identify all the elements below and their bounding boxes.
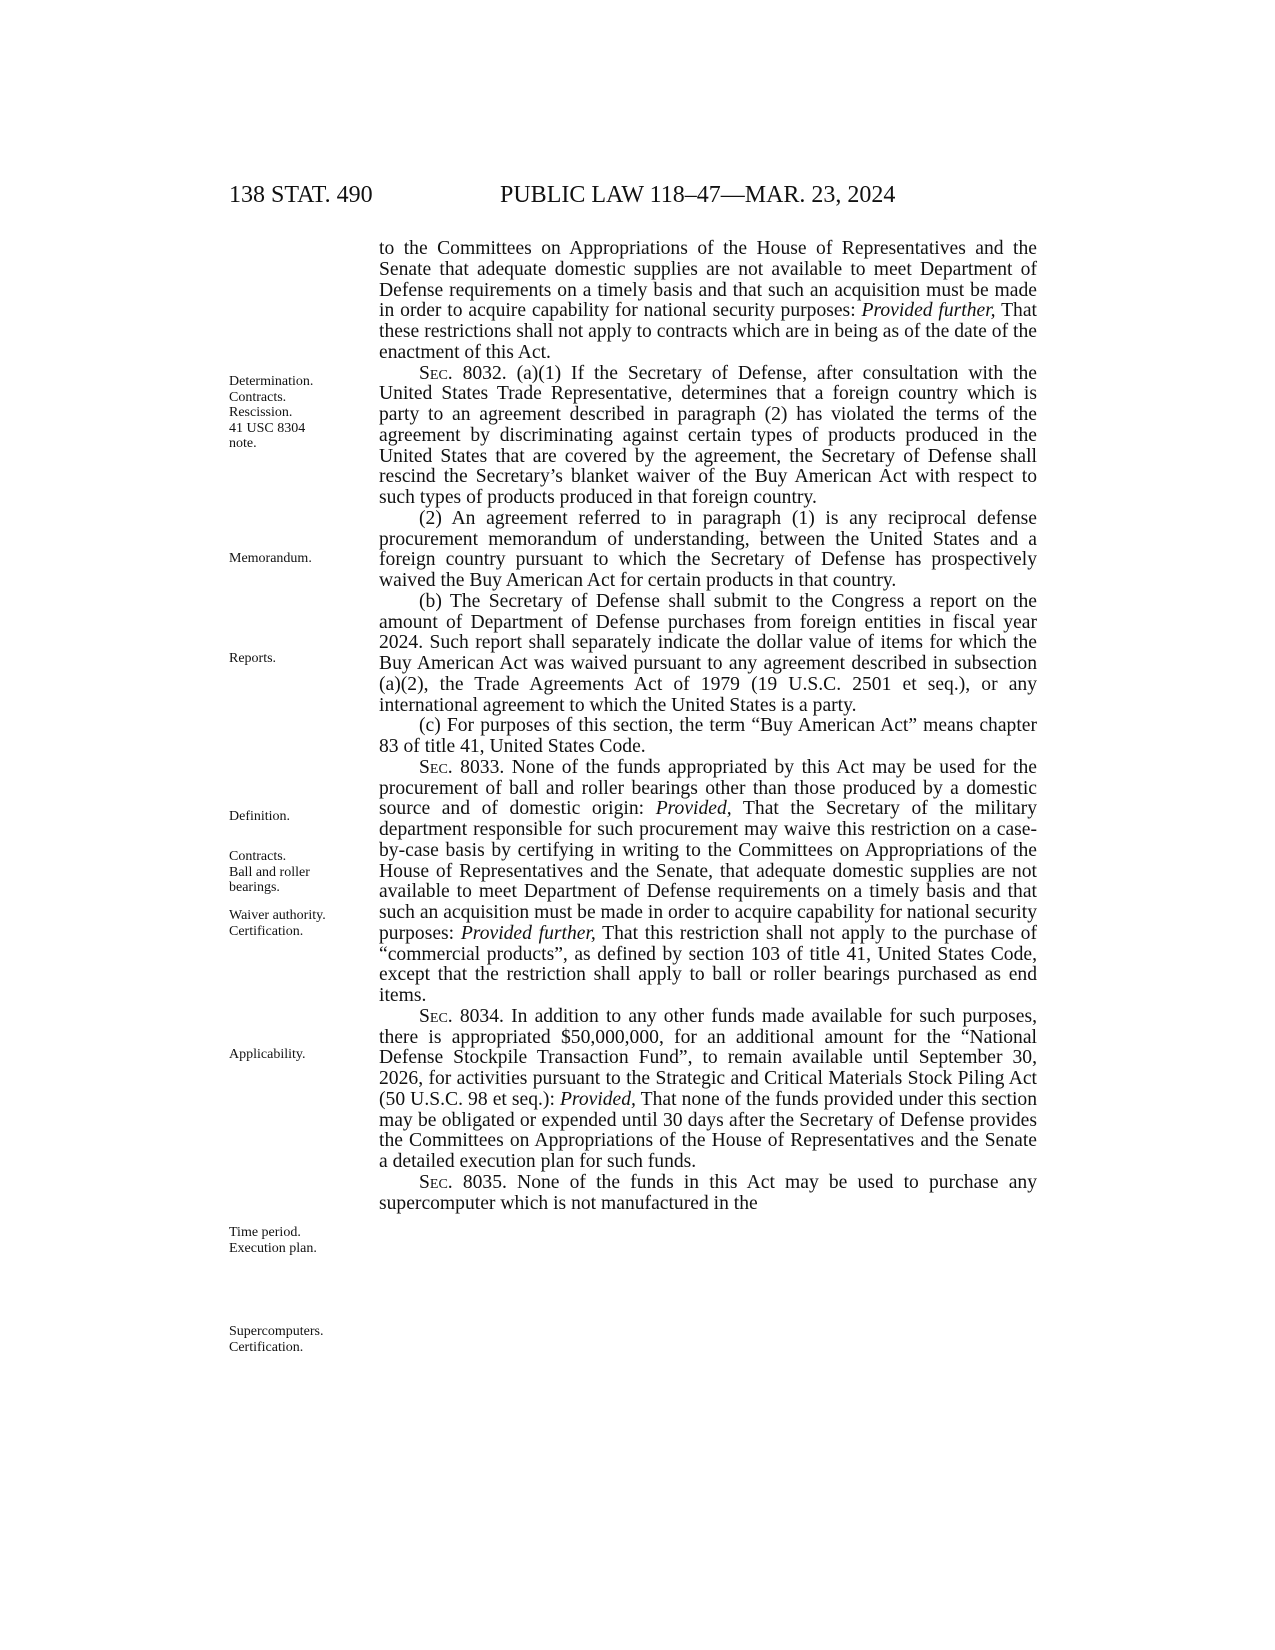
margin-note-time-period: [229, 1225, 317, 1256]
section-label: Sec. 8034.: [419, 1005, 504, 1027]
margin-note-applicability: [229, 1047, 305, 1063]
margin-note-memorandum: [229, 551, 312, 567]
margin-note-determination: [229, 374, 313, 452]
margin-note-ball-bearings: [229, 849, 310, 896]
section-8035: [379, 1173, 1037, 1215]
paragraph-continuation: [379, 239, 1037, 364]
proviso-italic: Provided further,: [460, 922, 596, 944]
section-8032-a2: (2) An agreement referred to in paragraph (1) is any reciprocal defense procurement memorandum of understanding, between the United States and a foreign country pursuant to which the Secretary of Defense has prospectively waived the Buy American Act for certain products in that country.: [379, 507, 1037, 591]
proviso-italic: Provided further,: [861, 300, 996, 322]
margin-note-line: Reports.: [229, 651, 277, 666]
section-8032-b: (b) The Secretary of Defense shall submit to the Congress a report on the amount of Department of Defense purchases from foreign entities in fiscal year 2024. Such report shall separately indicate the dollar value of items for which the Buy American Act was waived pursuant to any agreement described in subsection (a)(2), the Trade Agreements Act of 1979 (19 U.S.C. 2501 et seq.), or any international agreement to which the United States is a party.: [379, 590, 1037, 716]
text-run: In addition to any other funds made available for such purposes, there is appropriated $50,000,000, for an additional amount for the “National Defense Stockpile Transaction Fund”, to remain available until September 30, 2026, for activities pursuant to the Strategic and Critical Materials Stock Piling Act (50 U.S.C. 98 et seq.):: [379, 1005, 1038, 1110]
page-running-head: PUBLIC LAW 118–47—MAR. 23, 2024: [500, 182, 896, 208]
text-run: That this restriction shall not apply to the purchase of “commercial products”, as defined by section 103 of title 41, United States Code, except that the restriction shall apply to ball or roller bearings purchased as end items.: [379, 922, 1037, 1006]
margin-note-line: Applicability.: [229, 1047, 306, 1062]
margin-note-waiver: [229, 908, 326, 939]
margin-note-definition: [229, 809, 290, 825]
text-run: None of the funds appropriated by this Act may be used for the procurement of ball and roller bearings other than those produced by a domestic source and of domestic origin:: [379, 756, 1037, 820]
section-label: Sec. 8035.: [419, 1171, 507, 1193]
margin-note-line: Certification.: [229, 1339, 304, 1355]
margin-note-line: Supercomputers.: [229, 1324, 324, 1339]
margin-note-line: Execution plan.: [229, 1240, 317, 1256]
margin-note-line: Ball and roller: [229, 864, 310, 880]
margin-note-line: note.: [229, 436, 257, 451]
margin-note-line: Memorandum.: [229, 551, 312, 566]
margin-note-supercomputers: [229, 1324, 323, 1355]
margin-note-line: Certification.: [229, 923, 304, 939]
section-8033: [379, 758, 1037, 1007]
section-label: Sec. 8032.: [419, 362, 507, 384]
page-stat-number: 138 STAT. 490: [229, 182, 373, 208]
text-run: (a)(1) If the Secretary of Defense, after consultation with the United States Trade Representative, determines that a foreign country which is party to an agreement described in paragraph (2) has violated the terms of the agreement by discriminating against certain types of products produced in the United States that are covered by the agreement, the Secretary of Defense shall rescind the Secretary’s blanket waiver of the Buy American Act with respect to such types of products produced in that foreign country.: [379, 362, 1037, 508]
text-run: to the Committees on Appropriations of the House of Representatives and the Senate that adequate domestic supplies are not available to meet Department of Defense requirements on a timely basis and that such an acquisition must be made in order to acquire capability for national security purposes:: [379, 238, 1037, 322]
section-8032: [379, 364, 1037, 509]
section-8034: [379, 1007, 1037, 1173]
margin-note-line: Contracts.: [229, 389, 287, 405]
margin-note-line: Determination.: [229, 374, 314, 389]
margin-note-line: Rescission.: [229, 405, 293, 420]
section-label: Sec. 8033.: [419, 756, 505, 778]
statute-body: [379, 239, 1037, 1214]
proviso-italic: Provided,: [559, 1088, 636, 1110]
margin-note-line: 41 USC 8304: [229, 420, 306, 436]
text-run: That the Secretary of the military department responsible for such procurement may waive this restriction on a case-by-case basis by certifying in writing to the Committees on Appropriations of the House of Representatives and the Senate, that adequate domestic supplies are not available to meet Department of Defense requirements on a timely basis and that such an acquisition must be made in order to acquire capability for national security purposes:: [379, 798, 1037, 944]
proviso-italic: Provided,: [655, 798, 732, 820]
section-8032-c: (c) For purposes of this section, the term “Buy American Act” means chapter 83 of title 41, United States Code.: [379, 715, 1037, 757]
margin-note-line: Time period.: [229, 1225, 301, 1240]
margin-note-line: Waiver authority.: [229, 908, 326, 923]
text-run: None of the funds in this Act may be used to purchase any supercomputer which is not manufactured in the: [379, 1171, 1038, 1214]
text-run: That these restrictions shall not apply to contracts which are in being as of the date of the enactment of this Act.: [379, 300, 1037, 363]
margin-note-line: bearings.: [229, 880, 280, 895]
margin-note-reports: [229, 651, 276, 667]
text-run: That none of the funds provided under this section may be obligated or expended until 30 days after the Secretary of Defense provides the Committees on Appropriations of the House of Representatives and the Senate a detailed execution plan for such funds.: [379, 1088, 1037, 1172]
margin-note-line: Contracts.: [229, 849, 287, 864]
margin-note-line: Definition.: [229, 809, 291, 824]
